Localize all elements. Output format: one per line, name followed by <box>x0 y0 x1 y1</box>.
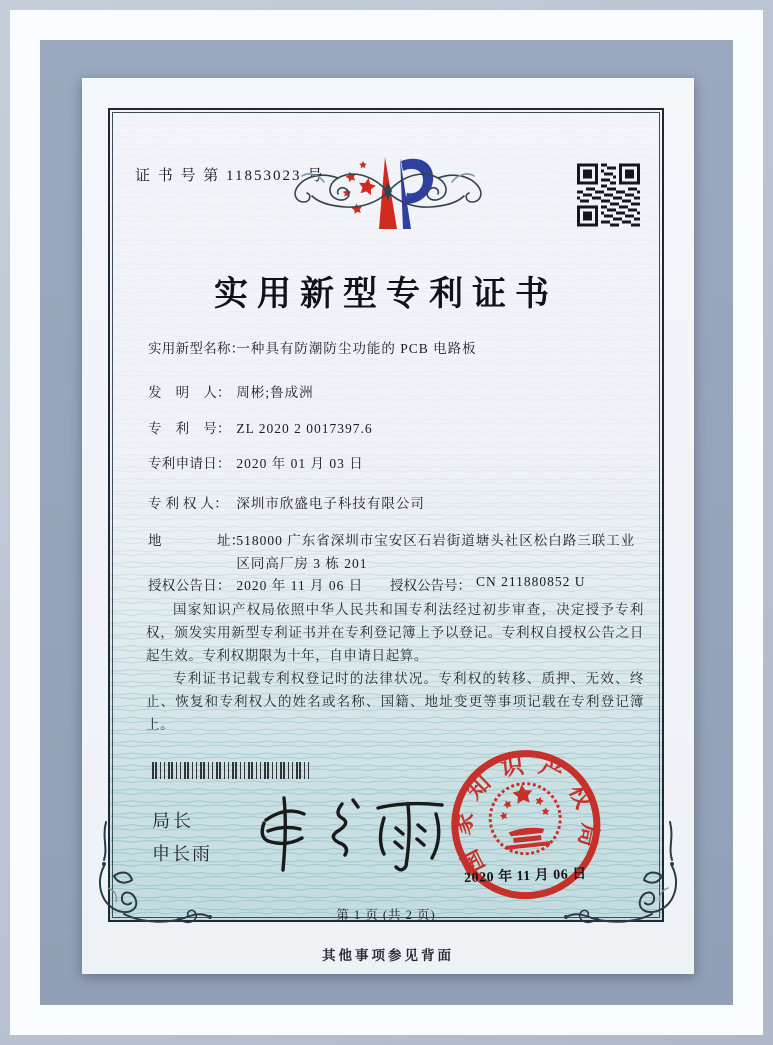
certificate-paper <box>82 78 694 974</box>
page-number: 第 1 页 (共 2 页) <box>336 908 436 922</box>
utility-model-name-value: 一种具有防潮防尘功能的 PCB 电路板 <box>236 341 477 356</box>
field-row-grant <box>148 574 586 594</box>
utility-model-name-label: 实用新型名称： <box>148 341 245 356</box>
seal-arc-text: 国家知识产权局 <box>448 750 605 878</box>
grant-date-label: 授权公告日： <box>148 578 231 593</box>
field-row-patent-number <box>148 417 373 437</box>
patent-number-label: 专 利 号： <box>148 421 231 436</box>
field-row-utility-model-name <box>148 337 477 357</box>
field-row-address <box>148 529 636 575</box>
filing-date-value: 2020 年 01 月 03 日 <box>236 456 364 471</box>
qr-code-icon <box>577 162 640 228</box>
legal-paragraph-2: 专利证书记载专利权登记时的法律状况。专利权的转移、质押、无效、终止、恢复和专利权人的姓名或名称、国籍、地址变更等事项记载在专利登记簿上。 <box>146 671 644 732</box>
certificate-number: 证 书 号 第 11853023 号 <box>135 168 325 184</box>
commissioner-title: 局长 <box>152 811 194 831</box>
address-label: 地 址： <box>148 533 245 548</box>
commissioner-name: 申长雨 <box>152 844 212 864</box>
barcode-icon <box>152 762 312 779</box>
grant-number-label: 授权公告号： <box>390 578 471 593</box>
field-row-inventor <box>148 381 314 401</box>
grant-number-value: CN 211880852 U <box>476 574 586 589</box>
back-side-note: 其他事项参见背面 <box>322 948 454 963</box>
patentee-value: 深圳市欣盛电子科技有限公司 <box>236 496 425 511</box>
grant-date-value: 2020 年 11 月 06 日 <box>236 578 364 593</box>
legal-paragraph-1: 国家知识产权局依照中华人民共和国专利法经过初步审查，决定授予专利权，颁发实用新型专利证书并在专利登记簿上予以登记。专利权自授权公告之日起生效。专利权期限为十年，自申请日起算。 <box>146 602 644 663</box>
certificate-title: 实用新型专利证书 <box>214 276 558 313</box>
field-row-patentee <box>148 492 425 512</box>
patentee-label: 专 利 权 人： <box>148 496 229 511</box>
inventor-label: 发 明 人： <box>148 385 231 400</box>
address-value: 518000 广东省深圳市宝安区石岩街道塘头社区松白路三联工业区同高厂房 3 栋 201 <box>236 533 636 571</box>
legal-body-text <box>146 598 644 736</box>
top-border-flourish-icon <box>268 162 508 218</box>
inventor-value: 周彬;鲁成洲 <box>236 385 314 400</box>
handwritten-signature-icon <box>250 792 460 884</box>
corner-flourish-icon <box>94 818 214 938</box>
filing-date-label: 专利申请日： <box>148 456 231 471</box>
field-row-filing-date <box>148 452 364 472</box>
seal-date: 2020 年 11 月 06 日 <box>463 866 588 887</box>
patent-number-value: ZL 2020 2 0017397.6 <box>236 421 373 436</box>
